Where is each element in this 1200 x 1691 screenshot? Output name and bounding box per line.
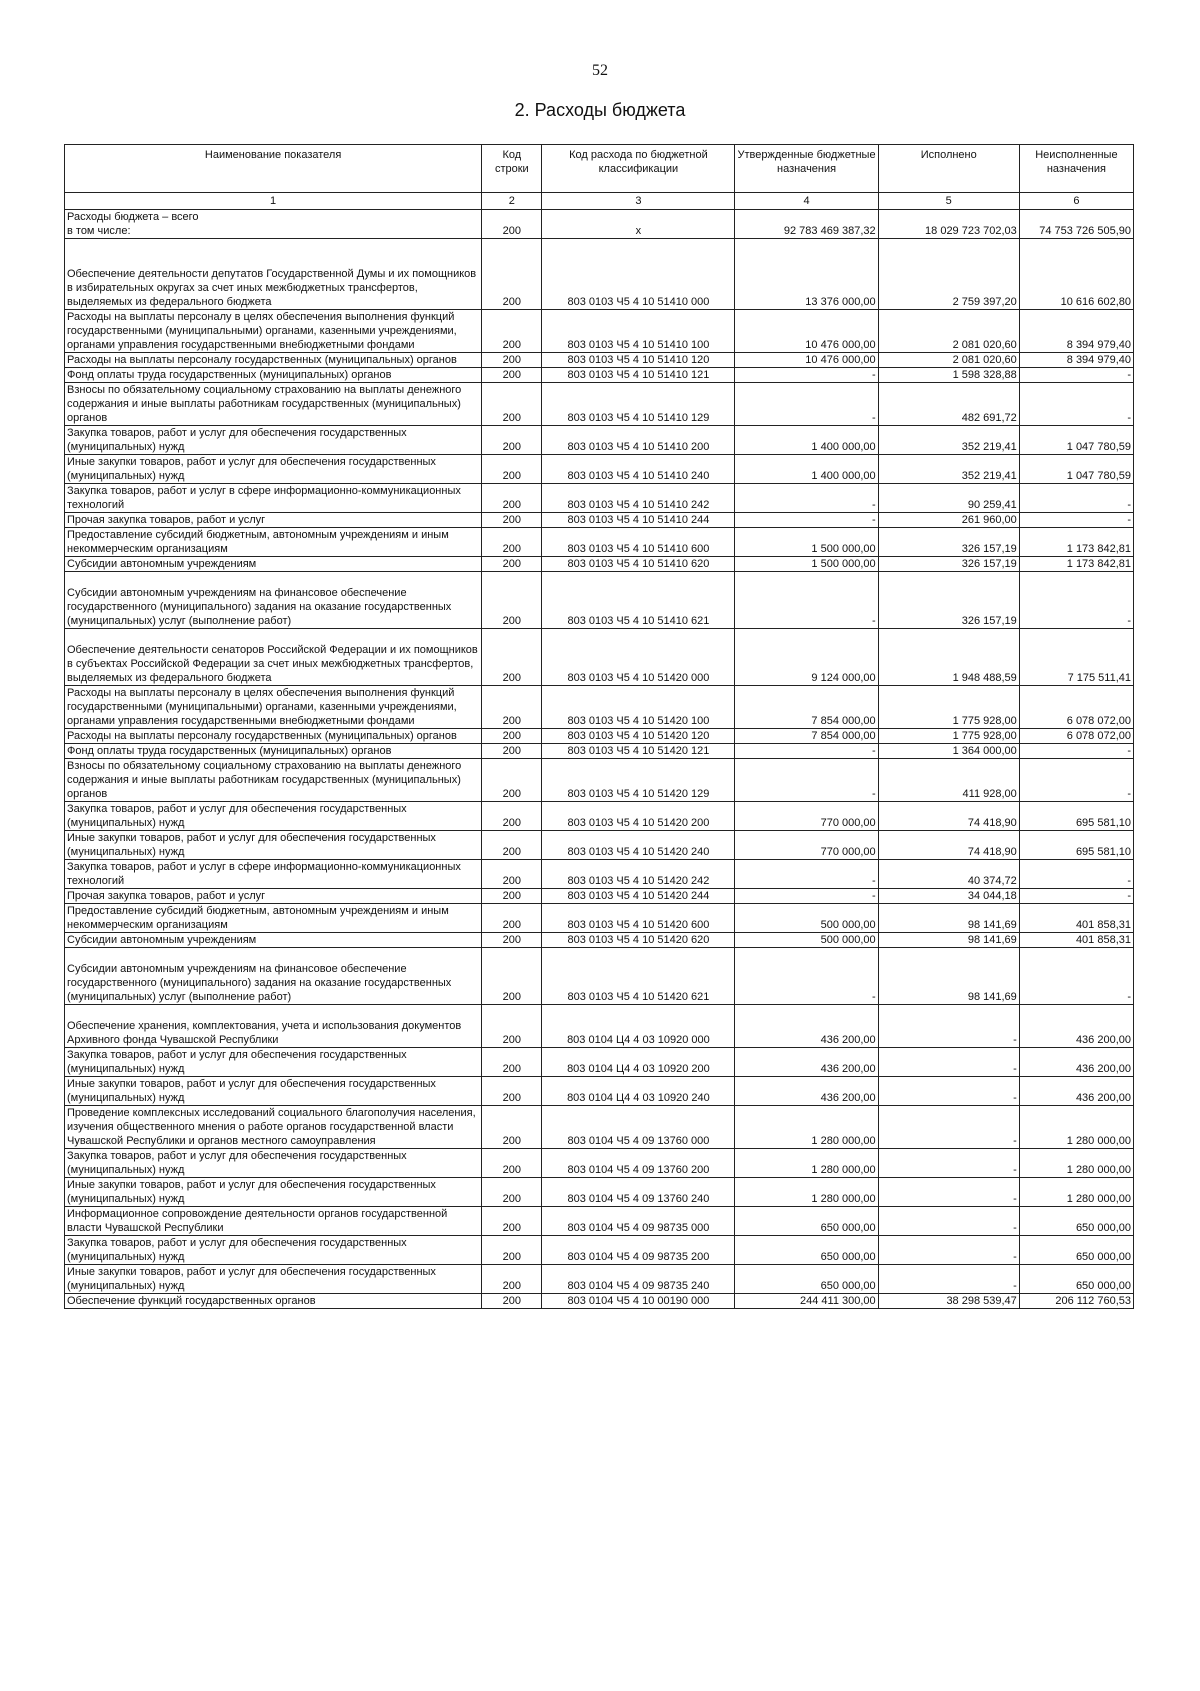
table-row <box>65 948 1134 1005</box>
line-code: 200 <box>482 513 542 528</box>
indicator-name: Субсидии автономным учреждениям <box>65 557 482 572</box>
approved-amount: - <box>735 744 878 759</box>
classification-code: 803 0104 Ч5 4 09 13760 200 <box>542 1149 735 1178</box>
classification-code: 803 0104 Ч5 4 09 13760 000 <box>542 1106 735 1149</box>
table-row <box>65 383 1134 426</box>
approved-amount: - <box>735 572 878 629</box>
executed-amount: - <box>878 1077 1019 1106</box>
approved-amount: 10 476 000,00 <box>735 353 878 368</box>
indicator-name: Закупка товаров, работ и услуг для обеспечения государственных (муниципальных) нужд <box>65 1048 482 1077</box>
executed-amount: 261 960,00 <box>878 513 1019 528</box>
line-code: 200 <box>482 484 542 513</box>
table-row <box>65 455 1134 484</box>
unexecuted-amount: - <box>1019 572 1133 629</box>
table-row <box>65 729 1134 744</box>
line-code: 200 <box>482 933 542 948</box>
table-row <box>65 310 1134 353</box>
unexecuted-amount: - <box>1019 860 1133 889</box>
executed-amount: 326 157,19 <box>878 572 1019 629</box>
approved-amount: 9 124 000,00 <box>735 629 878 686</box>
approved-amount: 436 200,00 <box>735 1005 878 1048</box>
table-row <box>65 210 1134 239</box>
column-number: 2 <box>482 193 542 210</box>
indicator-name: Иные закупки товаров, работ и услуг для обеспечения государственных (муниципальных) нужд <box>65 1265 482 1294</box>
table-row <box>65 528 1134 557</box>
unexecuted-amount: 436 200,00 <box>1019 1077 1133 1106</box>
approved-amount: 436 200,00 <box>735 1048 878 1077</box>
executed-amount: 326 157,19 <box>878 528 1019 557</box>
table-row <box>65 904 1134 933</box>
table-row <box>65 889 1134 904</box>
approved-amount: - <box>735 513 878 528</box>
classification-code: 803 0103 Ч5 4 10 51410 240 <box>542 455 735 484</box>
unexecuted-amount: 8 394 979,40 <box>1019 310 1133 353</box>
line-code: 200 <box>482 1106 542 1149</box>
header-approved: Утвержденные бюджетные назначения <box>735 145 878 193</box>
table-row <box>65 426 1134 455</box>
indicator-name: Расходы бюджета – всего в том числе: <box>65 210 482 239</box>
classification-code: 803 0103 Ч5 4 10 51410 121 <box>542 368 735 383</box>
table-row <box>65 1106 1134 1149</box>
indicator-name: Информационное сопровождение деятельности органов государственной власти Чувашской Республики <box>65 1207 482 1236</box>
unexecuted-amount: 1 280 000,00 <box>1019 1149 1133 1178</box>
classification-code: 803 0103 Ч5 4 10 51410 000 <box>542 239 735 310</box>
indicator-name: Закупка товаров, работ и услуг для обеспечения государственных (муниципальных) нужд <box>65 426 482 455</box>
indicator-name: Обеспечение функций государственных органов <box>65 1294 482 1309</box>
unexecuted-amount: 6 078 072,00 <box>1019 686 1133 729</box>
approved-amount: - <box>735 484 878 513</box>
table-row <box>65 368 1134 383</box>
executed-amount: 1 948 488,59 <box>878 629 1019 686</box>
executed-amount: 40 374,72 <box>878 860 1019 889</box>
table-row <box>65 686 1134 729</box>
classification-code: 803 0103 Ч5 4 10 51410 620 <box>542 557 735 572</box>
indicator-name: Обеспечение хранения, комплектования, учета и использования документов Архивного фонда Чувашской Республики <box>65 1005 482 1048</box>
executed-amount: 98 141,69 <box>878 933 1019 948</box>
indicator-name: Закупка товаров, работ и услуг для обеспечения государственных (муниципальных) нужд <box>65 1236 482 1265</box>
line-code: 200 <box>482 831 542 860</box>
indicator-name: Фонд оплаты труда государственных (муниципальных) органов <box>65 744 482 759</box>
approved-amount: - <box>735 383 878 426</box>
classification-code: 803 0103 Ч5 4 10 51420 000 <box>542 629 735 686</box>
approved-amount: 436 200,00 <box>735 1077 878 1106</box>
line-code: 200 <box>482 860 542 889</box>
indicator-name: Расходы на выплаты персоналу в целях обеспечения выполнения функций государственными (муниципальными) органами, казенными учреждениями, органами управления государственными внебюджетными фондами <box>65 310 482 353</box>
unexecuted-amount: 401 858,31 <box>1019 933 1133 948</box>
indicator-name: Обеспечение деятельности сенаторов Российской Федерации и их помощников в субъектах Российской Федерации за счет иных межбюджетных трансфертов, выделяемых из федерального бюджета <box>65 629 482 686</box>
line-code: 200 <box>482 948 542 1005</box>
approved-amount: 92 783 469 387,32 <box>735 210 878 239</box>
classification-code: 803 0104 Ц4 4 03 10920 000 <box>542 1005 735 1048</box>
table-row <box>65 1265 1134 1294</box>
indicator-name: Субсидии автономным учреждениям на финансовое обеспечение государственного (муниципального) задания на оказание государственных (муниципальных) услуг (выполнение работ) <box>65 572 482 629</box>
unexecuted-amount: 1 047 780,59 <box>1019 455 1133 484</box>
classification-code: 803 0103 Ч5 4 10 51410 200 <box>542 426 735 455</box>
classification-code: x <box>542 210 735 239</box>
unexecuted-amount: - <box>1019 948 1133 1005</box>
approved-amount: - <box>735 889 878 904</box>
line-code: 200 <box>482 426 542 455</box>
indicator-name: Прочая закупка товаров, работ и услуг <box>65 889 482 904</box>
executed-amount: - <box>878 1265 1019 1294</box>
executed-amount: - <box>878 1149 1019 1178</box>
classification-code: 803 0103 Ч5 4 10 51410 244 <box>542 513 735 528</box>
line-code: 200 <box>482 1048 542 1077</box>
indicator-name: Субсидии автономным учреждениям <box>65 933 482 948</box>
classification-code: 803 0104 Ч5 4 09 98735 000 <box>542 1207 735 1236</box>
table-row <box>65 831 1134 860</box>
indicator-name: Фонд оплаты труда государственных (муниципальных) органов <box>65 368 482 383</box>
table-row <box>65 1178 1134 1207</box>
page-number: 52 <box>592 62 608 79</box>
classification-code: 803 0103 Ч5 4 10 51410 120 <box>542 353 735 368</box>
line-code: 200 <box>482 239 542 310</box>
approved-amount: 1 280 000,00 <box>735 1178 878 1207</box>
approved-amount: 500 000,00 <box>735 933 878 948</box>
line-code: 200 <box>482 572 542 629</box>
executed-amount: 1 775 928,00 <box>878 686 1019 729</box>
unexecuted-amount: 6 078 072,00 <box>1019 729 1133 744</box>
indicator-name: Иные закупки товаров, работ и услуг для обеспечения государственных (муниципальных) нужд <box>65 455 482 484</box>
approved-amount: 1 280 000,00 <box>735 1106 878 1149</box>
classification-code: 803 0103 Ч5 4 10 51420 200 <box>542 802 735 831</box>
executed-amount: 352 219,41 <box>878 455 1019 484</box>
executed-amount: 411 928,00 <box>878 759 1019 802</box>
executed-amount: 98 141,69 <box>878 948 1019 1005</box>
unexecuted-amount: 7 175 511,41 <box>1019 629 1133 686</box>
approved-amount: 7 854 000,00 <box>735 729 878 744</box>
line-code: 200 <box>482 353 542 368</box>
header-executed: Исполнено <box>878 145 1019 193</box>
table-row <box>65 759 1134 802</box>
executed-amount: 2 081 020,60 <box>878 310 1019 353</box>
unexecuted-amount: 650 000,00 <box>1019 1207 1133 1236</box>
table-row <box>65 860 1134 889</box>
executed-amount: - <box>878 1106 1019 1149</box>
classification-code: 803 0103 Ч5 4 10 51410 242 <box>542 484 735 513</box>
classification-code: 803 0103 Ч5 4 10 51420 244 <box>542 889 735 904</box>
approved-amount: - <box>735 759 878 802</box>
header-unexecuted: Неисполненные назначения <box>1019 145 1133 193</box>
indicator-name: Предоставление субсидий бюджетным, автономным учреждениям и иным некоммерческим организациям <box>65 904 482 933</box>
indicator-name: Иные закупки товаров, работ и услуг для обеспечения государственных (муниципальных) нужд <box>65 1077 482 1106</box>
executed-amount: 74 418,90 <box>878 831 1019 860</box>
approved-amount: 770 000,00 <box>735 802 878 831</box>
table-row <box>65 239 1134 310</box>
unexecuted-amount: - <box>1019 368 1133 383</box>
executed-amount: 2 759 397,20 <box>878 239 1019 310</box>
executed-amount: - <box>878 1207 1019 1236</box>
table-row <box>65 744 1134 759</box>
indicator-name: Закупка товаров, работ и услуг для обеспечения государственных (муниципальных) нужд <box>65 1149 482 1178</box>
unexecuted-amount: 206 112 760,53 <box>1019 1294 1133 1309</box>
column-number: 6 <box>1019 193 1133 210</box>
executed-amount: 1 364 000,00 <box>878 744 1019 759</box>
classification-code: 803 0104 Ч5 4 09 13760 240 <box>542 1178 735 1207</box>
unexecuted-amount: 436 200,00 <box>1019 1005 1133 1048</box>
line-code: 200 <box>482 383 542 426</box>
classification-code: 803 0103 Ч5 4 10 51420 129 <box>542 759 735 802</box>
indicator-name: Закупка товаров, работ и услуг в сфере информационно-коммуникационных технологий <box>65 860 482 889</box>
table-row <box>65 629 1134 686</box>
indicator-name: Взносы по обязательному социальному страхованию на выплаты денежного содержания и иные выплаты работникам государственных (муниципальных) органов <box>65 383 482 426</box>
unexecuted-amount: - <box>1019 744 1133 759</box>
classification-code: 803 0103 Ч5 4 10 51420 121 <box>542 744 735 759</box>
classification-code: 803 0103 Ч5 4 10 51410 600 <box>542 528 735 557</box>
approved-amount: - <box>735 860 878 889</box>
unexecuted-amount: - <box>1019 759 1133 802</box>
expenses-table <box>64 144 1134 1309</box>
table-row <box>65 1149 1134 1178</box>
line-code: 200 <box>482 1005 542 1048</box>
approved-amount: 1 500 000,00 <box>735 528 878 557</box>
approved-amount: 770 000,00 <box>735 831 878 860</box>
indicator-name: Взносы по обязательному социальному страхованию на выплаты денежного содержания и иные выплаты работникам государственных (муниципальных) органов <box>65 759 482 802</box>
line-code: 200 <box>482 210 542 239</box>
column-number: 5 <box>878 193 1019 210</box>
unexecuted-amount: - <box>1019 889 1133 904</box>
unexecuted-amount: 436 200,00 <box>1019 1048 1133 1077</box>
executed-amount: - <box>878 1178 1019 1207</box>
table-row <box>65 802 1134 831</box>
line-code: 200 <box>482 1207 542 1236</box>
indicator-name: Иные закупки товаров, работ и услуг для обеспечения государственных (муниципальных) нужд <box>65 1178 482 1207</box>
table-header-row <box>65 145 1134 193</box>
line-code: 200 <box>482 802 542 831</box>
unexecuted-amount: - <box>1019 484 1133 513</box>
table-row <box>65 353 1134 368</box>
unexecuted-amount: 1 047 780,59 <box>1019 426 1133 455</box>
indicator-name: Расходы на выплаты персоналу государственных (муниципальных) органов <box>65 353 482 368</box>
indicator-name: Проведение комплексных исследований социального благополучия населения, изучения общественного мнения о работе органов государственной власти Чувашской Республики и органов местного самоуправления <box>65 1106 482 1149</box>
table-row <box>65 513 1134 528</box>
classification-code: 803 0104 Ц4 4 03 10920 200 <box>542 1048 735 1077</box>
indicator-name: Субсидии автономным учреждениям на финансовое обеспечение государственного (муниципального) задания на оказание государственных (муниципальных) услуг (выполнение работ) <box>65 948 482 1005</box>
unexecuted-amount: 1 280 000,00 <box>1019 1178 1133 1207</box>
indicator-name: Расходы на выплаты персоналу в целях обеспечения выполнения функций государственными (муниципальными) органами, казенными учреждениями, органами управления государственными внебюджетными фондами <box>65 686 482 729</box>
table-row <box>65 1207 1134 1236</box>
executed-amount: 326 157,19 <box>878 557 1019 572</box>
executed-amount: - <box>878 1005 1019 1048</box>
table-row <box>65 484 1134 513</box>
line-code: 200 <box>482 557 542 572</box>
classification-code: 803 0103 Ч5 4 10 51420 242 <box>542 860 735 889</box>
approved-amount: 1 400 000,00 <box>735 455 878 484</box>
executed-amount: 352 219,41 <box>878 426 1019 455</box>
unexecuted-amount: 8 394 979,40 <box>1019 353 1133 368</box>
unexecuted-amount: 10 616 602,80 <box>1019 239 1133 310</box>
unexecuted-amount: 650 000,00 <box>1019 1265 1133 1294</box>
approved-amount: - <box>735 368 878 383</box>
classification-code: 803 0103 Ч5 4 10 51420 120 <box>542 729 735 744</box>
table-row <box>65 1236 1134 1265</box>
column-number: 3 <box>542 193 735 210</box>
executed-amount: 1 775 928,00 <box>878 729 1019 744</box>
executed-amount: 98 141,69 <box>878 904 1019 933</box>
approved-amount: 500 000,00 <box>735 904 878 933</box>
unexecuted-amount: 650 000,00 <box>1019 1236 1133 1265</box>
approved-amount: - <box>735 948 878 1005</box>
executed-amount: 2 081 020,60 <box>878 353 1019 368</box>
section-title: 2. Расходы бюджета <box>514 100 686 120</box>
classification-code: 803 0103 Ч5 4 10 51420 240 <box>542 831 735 860</box>
line-code: 200 <box>482 686 542 729</box>
executed-amount: 38 298 539,47 <box>878 1294 1019 1309</box>
classification-code: 803 0104 Ч5 4 09 98735 200 <box>542 1236 735 1265</box>
classification-code: 803 0103 Ч5 4 10 51410 621 <box>542 572 735 629</box>
classification-code: 803 0104 Ц4 4 03 10920 240 <box>542 1077 735 1106</box>
header-indicator-name: Наименование показателя <box>65 145 482 193</box>
executed-amount: 74 418,90 <box>878 802 1019 831</box>
unexecuted-amount: 1 173 842,81 <box>1019 528 1133 557</box>
unexecuted-amount: - <box>1019 513 1133 528</box>
column-number: 4 <box>735 193 878 210</box>
line-code: 200 <box>482 1265 542 1294</box>
classification-code: 803 0103 Ч5 4 10 51420 100 <box>542 686 735 729</box>
approved-amount: 7 854 000,00 <box>735 686 878 729</box>
executed-amount: 34 044,18 <box>878 889 1019 904</box>
line-code: 200 <box>482 368 542 383</box>
unexecuted-amount: 695 581,10 <box>1019 831 1133 860</box>
table-row <box>65 572 1134 629</box>
approved-amount: 244 411 300,00 <box>735 1294 878 1309</box>
executed-amount: 18 029 723 702,03 <box>878 210 1019 239</box>
approved-amount: 1 500 000,00 <box>735 557 878 572</box>
unexecuted-amount: 695 581,10 <box>1019 802 1133 831</box>
approved-amount: 1 280 000,00 <box>735 1149 878 1178</box>
classification-code: 803 0104 Ч5 4 09 98735 240 <box>542 1265 735 1294</box>
unexecuted-amount: - <box>1019 383 1133 426</box>
classification-code: 803 0103 Ч5 4 10 51410 129 <box>542 383 735 426</box>
indicator-name: Расходы на выплаты персоналу государственных (муниципальных) органов <box>65 729 482 744</box>
unexecuted-amount: 1 280 000,00 <box>1019 1106 1133 1149</box>
indicator-name: Прочая закупка товаров, работ и услуг <box>65 513 482 528</box>
approved-amount: 1 400 000,00 <box>735 426 878 455</box>
unexecuted-amount: 1 173 842,81 <box>1019 557 1133 572</box>
table-row <box>65 1048 1134 1077</box>
table-row <box>65 557 1134 572</box>
column-number: 1 <box>65 193 482 210</box>
line-code: 200 <box>482 455 542 484</box>
executed-amount: - <box>878 1236 1019 1265</box>
line-code: 200 <box>482 528 542 557</box>
header-classification-code: Код расхода по бюджетной классификации <box>542 145 735 193</box>
line-code: 200 <box>482 310 542 353</box>
classification-code: 803 0103 Ч5 4 10 51410 100 <box>542 310 735 353</box>
line-code: 200 <box>482 1178 542 1207</box>
line-code: 200 <box>482 889 542 904</box>
unexecuted-amount: 401 858,31 <box>1019 904 1133 933</box>
line-code: 200 <box>482 744 542 759</box>
executed-amount: - <box>878 1048 1019 1077</box>
approved-amount: 650 000,00 <box>735 1236 878 1265</box>
classification-code: 803 0104 Ч5 4 10 00190 000 <box>542 1294 735 1309</box>
executed-amount: 482 691,72 <box>878 383 1019 426</box>
line-code: 200 <box>482 1077 542 1106</box>
executed-amount: 90 259,41 <box>878 484 1019 513</box>
approved-amount: 10 476 000,00 <box>735 310 878 353</box>
unexecuted-amount: 74 753 726 505,90 <box>1019 210 1133 239</box>
table-row <box>65 1294 1134 1309</box>
indicator-name: Закупка товаров, работ и услуг в сфере информационно-коммуникационных технологий <box>65 484 482 513</box>
column-number-row <box>65 193 1134 210</box>
line-code: 200 <box>482 729 542 744</box>
table-row <box>65 933 1134 948</box>
indicator-name: Иные закупки товаров, работ и услуг для обеспечения государственных (муниципальных) нужд <box>65 831 482 860</box>
header-line-code: Код строки <box>482 145 542 193</box>
table-row <box>65 1005 1134 1048</box>
line-code: 200 <box>482 1294 542 1309</box>
line-code: 200 <box>482 904 542 933</box>
line-code: 200 <box>482 759 542 802</box>
indicator-name: Обеспечение деятельности депутатов Государственной Думы и их помощников в избирательных округах за счет иных межбюджетных трансфертов, выделяемых из федерального бюджета <box>65 239 482 310</box>
classification-code: 803 0103 Ч5 4 10 51420 600 <box>542 904 735 933</box>
line-code: 200 <box>482 629 542 686</box>
approved-amount: 650 000,00 <box>735 1265 878 1294</box>
approved-amount: 13 376 000,00 <box>735 239 878 310</box>
classification-code: 803 0103 Ч5 4 10 51420 620 <box>542 933 735 948</box>
line-code: 200 <box>482 1149 542 1178</box>
indicator-name: Предоставление субсидий бюджетным, автономным учреждениям и иным некоммерческим организациям <box>65 528 482 557</box>
table-row <box>65 1077 1134 1106</box>
line-code: 200 <box>482 1236 542 1265</box>
indicator-name: Закупка товаров, работ и услуг для обеспечения государственных (муниципальных) нужд <box>65 802 482 831</box>
classification-code: 803 0103 Ч5 4 10 51420 621 <box>542 948 735 1005</box>
executed-amount: 1 598 328,88 <box>878 368 1019 383</box>
approved-amount: 650 000,00 <box>735 1207 878 1236</box>
